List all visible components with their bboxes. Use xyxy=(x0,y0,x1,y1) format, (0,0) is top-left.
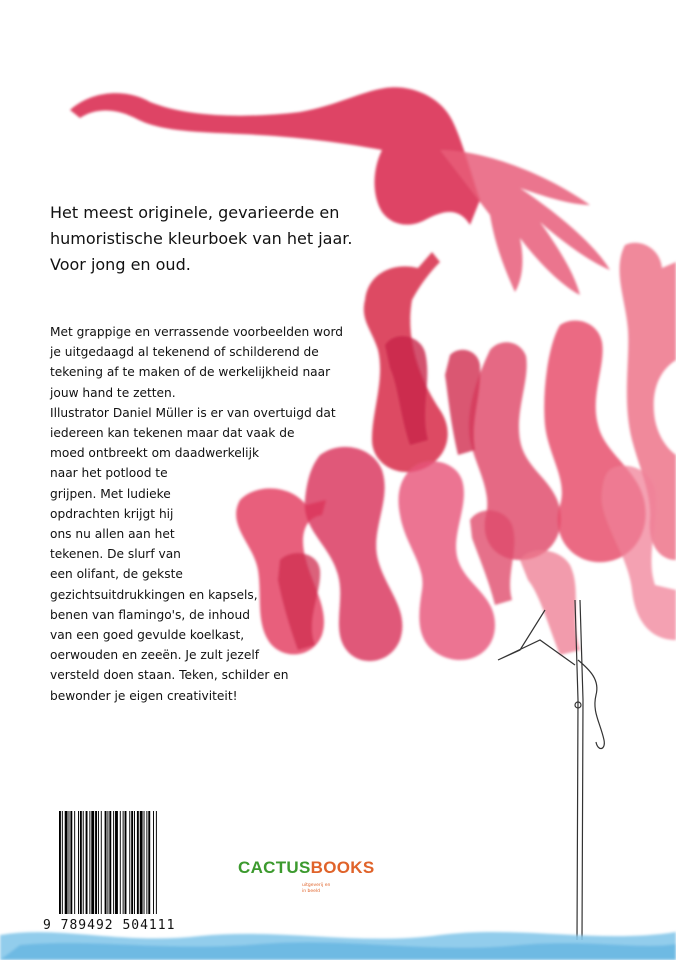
tagline-line: humoristische kleurboek van het jaar. xyxy=(50,229,353,248)
barcode-bar xyxy=(95,811,97,914)
publisher-subline xyxy=(302,883,330,895)
barcode-bar xyxy=(83,811,84,914)
barcode-bar xyxy=(137,811,139,914)
blurb-line: tekening af te maken of de werkelijkheid naar xyxy=(50,365,331,380)
barcode-bar xyxy=(98,811,99,914)
blurb-line: grijpen. Met ludieke xyxy=(50,486,171,501)
barcode-bar xyxy=(123,811,124,914)
barcode-bar xyxy=(65,811,68,914)
blurb-line: opdrachten krijgt hij xyxy=(50,506,174,521)
isbn-number: 9 789492 504111 xyxy=(43,918,176,933)
blurb-line: versteld doen staan. Teken, schilder en xyxy=(50,668,289,683)
barcode-bar xyxy=(59,811,61,914)
barcode-bar xyxy=(129,811,130,914)
blurb-line: benen van flamingo's, de inhoud xyxy=(50,607,250,622)
blurb-line: ons nu allen aan het xyxy=(50,527,175,542)
blurb-line: je uitgedaagd al tekenend of schilderend de xyxy=(50,345,319,360)
publisher-logo xyxy=(238,858,374,878)
barcode-bar xyxy=(120,811,121,914)
barcode-bar xyxy=(115,811,118,914)
barcode-bar xyxy=(153,811,154,914)
blurb-line: Illustrator Daniel Müller is er van overtuigd dat xyxy=(50,405,336,420)
barcode-bar xyxy=(156,811,157,914)
barcode-bar xyxy=(91,811,94,914)
barcode-bar xyxy=(125,811,127,914)
barcode-bar xyxy=(89,811,90,914)
barcode-bar xyxy=(146,811,147,914)
barcode-bar xyxy=(62,811,63,914)
blurb-line: bewonder je eigen creativiteit! xyxy=(50,688,238,703)
blurb-line: oerwouden en zeeën. Je zult jezelf xyxy=(50,648,259,663)
barcode-bar xyxy=(134,811,135,914)
barcode-bar xyxy=(78,811,79,914)
blurb-line: van een goed gevulde koelkast, xyxy=(50,628,245,643)
blurb xyxy=(50,322,343,706)
blurb-line: moed ontbreekt om daadwerkelijk xyxy=(50,446,260,461)
blurb-line: Met grappige en verrassende voorbeelden word xyxy=(50,325,344,339)
blurb-line: tekenen. De slurf van xyxy=(50,547,181,562)
tagline-line: Het meest originele, gevarieerde en xyxy=(50,203,340,222)
pencil-legs xyxy=(498,600,604,940)
logo-part-books: BOOKS xyxy=(310,858,375,877)
water-wash xyxy=(0,932,676,960)
publisher-subline-1: uitgeverij en xyxy=(302,883,331,888)
barcode-bar xyxy=(144,811,145,914)
barcode-bar xyxy=(74,811,75,914)
blurb-line: gezichtsuitdrukkingen en kapsels, xyxy=(50,587,258,602)
blurb-line: iedereen kan tekenen maar dat vaak de xyxy=(50,426,295,441)
logo-part-cactus: CACTUS xyxy=(238,858,311,877)
tagline-line: Voor jong en oud. xyxy=(50,255,191,274)
blurb-line: jouw hand te zetten. xyxy=(50,385,176,400)
publisher-subline-2: in beeld xyxy=(302,889,321,894)
barcode-bar xyxy=(131,811,133,914)
barcode-bar xyxy=(148,811,150,914)
barcode-bar xyxy=(70,811,72,914)
blurb-line: naar het potlood te xyxy=(50,466,168,481)
cactusbooks-logo xyxy=(238,858,374,878)
barcode-bar xyxy=(107,811,108,914)
barcode-bar xyxy=(69,811,70,914)
barcode-bar xyxy=(101,811,102,914)
barcode-bar xyxy=(113,811,114,914)
barcode-bar xyxy=(109,811,111,914)
barcode-bar xyxy=(80,811,82,914)
barcode-bar xyxy=(105,811,107,914)
tagline xyxy=(50,200,380,278)
blurb-line: een olifant, de gekste xyxy=(50,567,183,582)
barcode xyxy=(57,811,183,914)
barcode-bar xyxy=(140,811,143,914)
barcode-bar xyxy=(86,811,88,914)
